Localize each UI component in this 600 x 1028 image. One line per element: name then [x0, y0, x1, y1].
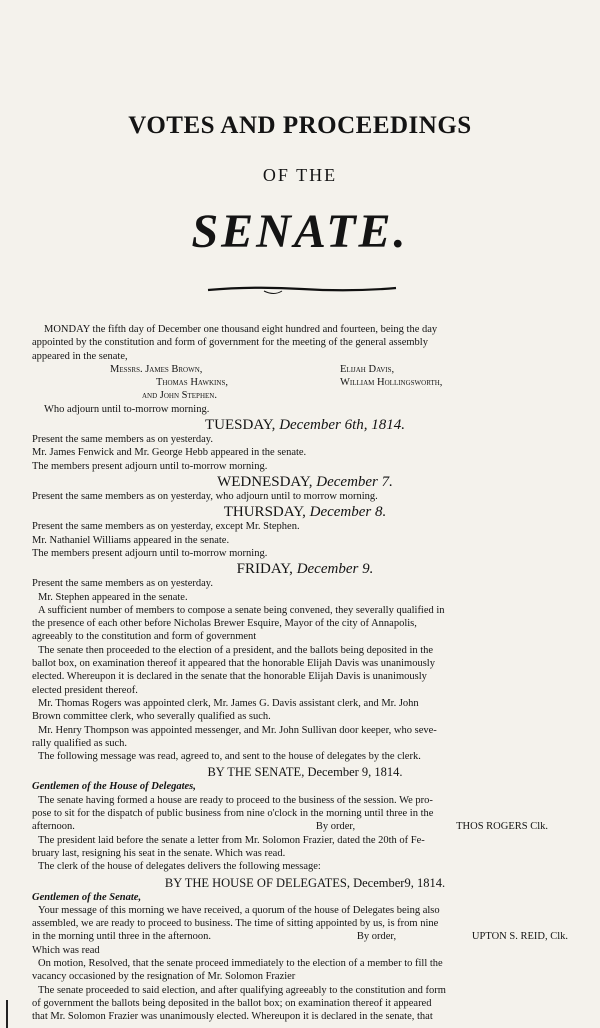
- intro-line: appointed by the constitution and form of government for the meeting of the general assembly: [32, 337, 428, 349]
- scan-edge-mark: [6, 1000, 8, 1028]
- senate-message-heading: BY THE SENATE, December 9, 1814.: [207, 765, 403, 780]
- decorative-rule: [204, 282, 400, 296]
- text-line: The president laid before the senate a letter from Mr. Solomon Frazier, dated the 20th of Fe-: [38, 834, 425, 846]
- house-message-heading: BY THE HOUSE OF DELEGATES, December9, 1814.: [164, 875, 446, 890]
- day-heading-thursday: THURSDAY, December 8.: [223, 504, 387, 521]
- text-line: Mr. Henry Thompson was appointed messenger, and Mr. John Sullivan door keeper, who seve-: [38, 724, 437, 736]
- text-line: elected president thereof.: [32, 684, 138, 696]
- signature-line: afternoon. By order, THOS ROGERS Clk.: [32, 821, 548, 833]
- members-list: [32, 363, 578, 403]
- member-name: and John Stephen.: [142, 389, 217, 401]
- text-line: Your message of this morning we have received, a quorum of the house of Delegates being also: [38, 904, 440, 916]
- text-line: Mr. James Fenwick and Mr. George Hebb appeared in the senate.: [32, 447, 307, 459]
- title-votes-and-proceedings: VOTES AND PROCEEDINGS: [128, 112, 472, 139]
- day-heading-friday: FRIDAY, December 9.: [236, 561, 374, 578]
- day-heading-tuesday: TUESDAY, December 6th, 1814.: [205, 417, 405, 434]
- intro-line: MONDAY the fifth day of December one thousand eight hundred and fourteen, being the day: [44, 324, 438, 335]
- member-name: Elijah Davis,: [340, 363, 395, 375]
- text-line: Brown committee clerk, who severally qualified as such.: [32, 711, 271, 723]
- text-line: The clerk of the house of delegates delivers the following message:: [38, 861, 321, 873]
- salutation: Gentlemen of the House of Delegates,: [32, 781, 196, 793]
- member-name: Thomas Hawkins,: [156, 376, 228, 388]
- text-line: The senate then proceeded to the election of a president, and the ballots being deposited in the: [38, 644, 434, 656]
- text-line: Present the same members as on yesterday.: [32, 578, 213, 590]
- text-line: agreeably to the constitution and form of government: [32, 631, 257, 643]
- member-name: Messrs. James Brown,: [110, 363, 203, 375]
- text-line: Mr. Stephen appeared in the senate.: [38, 591, 188, 603]
- text-line: On motion, Resolved, that the senate proceed immediately to the election of a member to fill the: [38, 957, 443, 969]
- day-heading-wednesday: WEDNESDAY, December 7.: [217, 474, 393, 491]
- title-of-the: OF THE: [262, 165, 338, 185]
- text-line: Present the same members as on yesterday.: [32, 434, 213, 446]
- text-line: assembled, we are ready to proceed to business. The time of sitting appointed by us, is from nine: [32, 918, 439, 930]
- text-line: The senate proceeded to said election, and after qualifying agreeably to the constitution and form: [38, 984, 446, 996]
- salutation: Gentlemen of the Senate,: [32, 891, 142, 903]
- text-line: Mr. Thomas Rogers was appointed clerk, Mr. James G. Davis assistant clerk, and Mr. John: [38, 697, 419, 709]
- text-line: A sufficient number of members to compose a senate being convened, they severally qualified in: [38, 604, 445, 616]
- text-line: ballot box, on examination thereof it appeared that the honorable Elijah Davis was unanimously: [32, 658, 435, 670]
- text-line: Which was read: [32, 944, 100, 956]
- text-line: that Mr. Solomon Frazier was unanimously elected. Whereupon it is declared in the senate, that: [32, 1011, 433, 1023]
- text-line: Present the same members as on yesterday, except Mr. Stephen.: [32, 521, 300, 533]
- signature-line: in the morning until three in the afternoon. By order, UPTON S. REID, Clk.: [32, 931, 568, 943]
- text-line: of government the ballots being deposited in the ballot box; on examination thereof it appeared: [32, 997, 432, 1009]
- text-line: The senate having formed a house are ready to proceed to the business of the session. We pro-: [38, 794, 433, 806]
- text-line: The members present adjourn until to-morrow morning.: [32, 547, 268, 559]
- proceedings-body: [32, 323, 578, 1023]
- text-line: bruary last, resigning his seat in the senate. Which was read.: [32, 847, 286, 859]
- adjourn-line: Who adjourn until to-morrow morning.: [44, 403, 210, 415]
- text-line: pose to sit for the dispatch of public business from nine o'clock in the morning until three in the: [32, 808, 434, 820]
- text-line: rally qualified as such.: [32, 737, 128, 749]
- text-line: The following message was read, agreed to, and sent to the house of delegates by the clerk.: [38, 751, 421, 763]
- text-line: the presence of each other before Nicholas Brewer Esquire, Mayor of the city of Annapolis,: [32, 618, 417, 630]
- text-line: Mr. Nathaniel Williams appeared in the senate.: [32, 534, 230, 546]
- text-line: vacancy occasioned by the resignation of Mr. Solomon Frazier: [32, 971, 296, 983]
- text-line: Present the same members as on yesterday, who adjourn until to morrow morning.: [32, 491, 378, 503]
- member-name: William Hollingsworth,: [340, 376, 443, 388]
- text-line: The members present adjourn until to-morrow morning.: [32, 460, 268, 472]
- intro-line: appeared in the senate,: [32, 350, 128, 362]
- title-senate: SENATE.: [191, 205, 409, 258]
- text-line: elected. Whereupon it is declared in the senate that the honorable Elijah Davis is unanimously: [32, 671, 427, 683]
